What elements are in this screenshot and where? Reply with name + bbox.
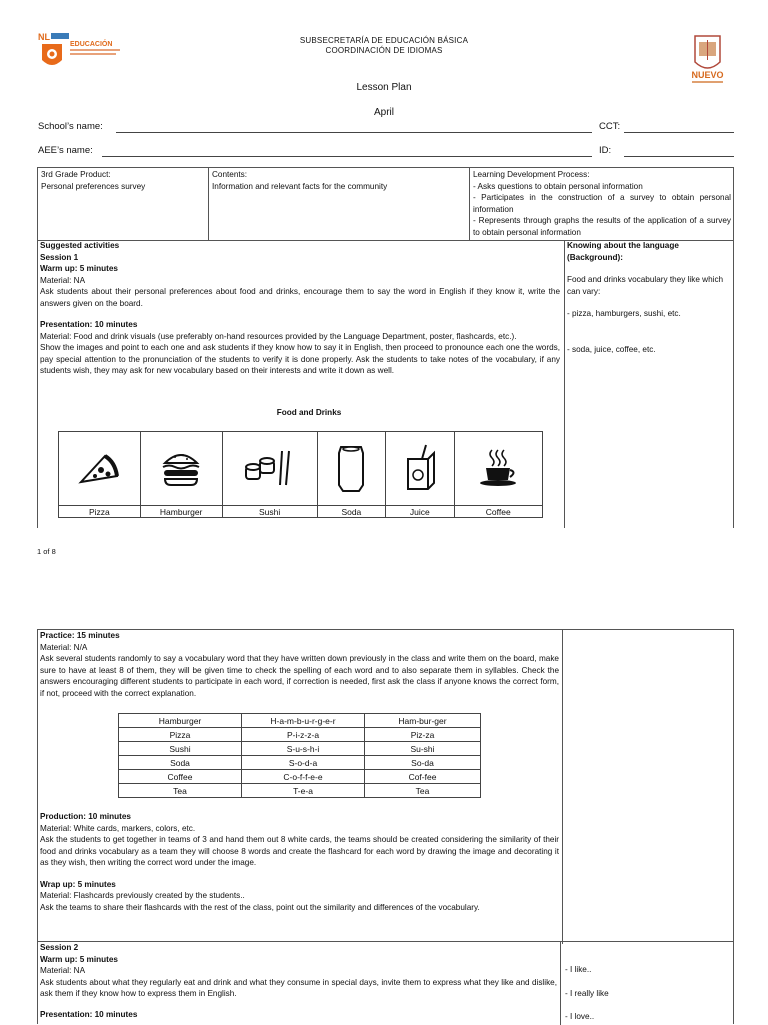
table-row — [119, 784, 481, 798]
learning-process-item: - Represents through graphs the results of the application of a survey to obtain personal information — [473, 216, 731, 237]
session-2-side — [565, 964, 725, 1023]
warmup-material: Material: NA — [40, 275, 86, 285]
table-row — [119, 728, 481, 742]
product-cell — [38, 168, 214, 193]
table-row — [119, 756, 481, 770]
coffee-cup-icon — [472, 446, 524, 490]
table-cell: P-i-z-z-a — [242, 728, 365, 742]
production-column — [40, 811, 559, 913]
session-2-block — [37, 941, 734, 1024]
food-image-cell — [59, 432, 141, 506]
practice-block — [37, 629, 734, 943]
learning-process-item: - Asks questions to obtain personal information — [473, 181, 643, 191]
table-row — [119, 770, 481, 784]
production-text: Ask the students to get together in teams of 3 and hand them out 8 white cards, the teams should be created considering the similarity of their food and drinks vocabulary as a team they will choose 8 words and create the flashcard for each word by drawing the image and decorating it as they wish, then writing the correct word under the image. — [40, 835, 559, 867]
food-image-cell — [454, 432, 543, 506]
s2-warmup-text: Ask students about what they regularly eat and drink and what they consume in special days, invite them to express what they like and dislike, ask them if they know how to express them in English. — [40, 977, 557, 998]
page-number: 1 of 8 — [37, 547, 56, 556]
background-heading: Knowing about the language (Background): — [567, 241, 679, 262]
table-cell: Ham-bur-ger — [365, 714, 481, 728]
side-item: - I like.. — [565, 965, 592, 974]
learning-process-heading: Learning Development Process: — [473, 170, 590, 179]
table-cell: Hamburger — [119, 714, 242, 728]
suggested-activities-heading: Suggested activities — [40, 241, 120, 250]
s2-warmup-material: Material: NA — [40, 966, 86, 975]
header-line-2: COORDINACIÓN DE IDIOMAS — [325, 46, 443, 55]
food-label: Sushi — [222, 506, 317, 518]
wrapup-text: Ask the teams to share their flashcards with the rest of the class, point out the similarity and differences of the vocabulary. — [40, 902, 480, 912]
cct-label: CCT: — [599, 121, 621, 132]
table-cell: Sushi — [119, 742, 242, 756]
food-image-cell — [317, 432, 385, 506]
session-1-heading: Session 1 — [40, 252, 79, 262]
table-row — [119, 714, 481, 728]
education-logo — [38, 30, 133, 70]
table-cell: Coffee — [119, 770, 242, 784]
soda-can-icon — [331, 443, 371, 493]
warmup-heading: Warm up: 5 minutes — [40, 264, 118, 273]
product-value: Personal preferences survey — [41, 181, 146, 191]
product-table — [37, 167, 734, 241]
table-cell: Tea — [365, 784, 481, 798]
aee-name-field[interactable] — [102, 155, 592, 157]
table-cell: Pizza — [119, 728, 242, 742]
production-heading: Production: 10 minutes — [40, 812, 131, 821]
practice-heading: Practice: 15 minutes — [40, 631, 120, 640]
table-cell: So-da — [365, 756, 481, 770]
hamburger-icon — [157, 447, 205, 489]
month-label: April — [373, 107, 394, 118]
contents-heading: Contents: — [212, 170, 248, 179]
activities-block — [37, 240, 734, 528]
food-drinks-title: Food and Drinks — [276, 408, 342, 417]
side-item: - I really like — [565, 988, 609, 998]
production-material: Material: White cards, markers, colors, etc. — [40, 823, 196, 833]
table-cell: S-u-s-h-i — [242, 742, 365, 756]
food-label: Hamburger — [140, 506, 222, 518]
juice-box-icon — [400, 443, 440, 493]
id-label: ID: — [599, 145, 612, 156]
product-heading: 3rd Grade Product: — [41, 170, 111, 179]
food-image-cell — [140, 432, 222, 506]
session-2-column — [40, 942, 557, 1020]
wrapup-heading: Wrap up: 5 minutes — [40, 879, 116, 889]
contents-value: Information and relevant facts for the community — [212, 181, 388, 191]
pizza-icon — [75, 448, 123, 488]
vocabulary-syllables-table — [118, 713, 481, 798]
table-cell: Piz-za — [365, 728, 481, 742]
presentation-material: Material: Food and drink visuals (use preferably on-hand resources provided by the Language Department, poster, flashcards, etc.). — [40, 331, 517, 341]
table-row — [119, 742, 481, 756]
practice-text: Ask several students randomly to say a vocabulary word that they have written down previously in the class and write them on the board, make sure to have at least 8 of them, they will be given time to check the spelling of each word and to also separate them in syllables. Check the answers encouraging different students to participate in each word, if correction is needed, first ask the class if anyone knows the correct form, if not, proceed with the correct explanation. — [40, 654, 559, 698]
food-label: Coffee — [454, 506, 543, 518]
page-title: Lesson Plan — [356, 82, 412, 93]
contents-cell — [209, 168, 473, 193]
table-cell: C-o-f-f-e-e — [242, 770, 365, 784]
practice-column — [40, 630, 559, 699]
learning-process-cell — [470, 168, 734, 239]
logo-education-text: EDUCACIÓN — [70, 41, 113, 48]
cct-field[interactable] — [624, 131, 734, 133]
practice-material: Material: N/A — [40, 642, 88, 652]
food-drinks-table — [58, 431, 543, 518]
logo-nl-text: NL — [38, 32, 50, 42]
header-line-1: SUBSECRETARÍA DE EDUCACIÓN BÁSICA — [299, 36, 469, 45]
aee-name-label: AEE’s name: — [38, 145, 93, 156]
session-2-heading: Session 2 — [40, 943, 79, 952]
school-name-label: School’s name: — [38, 121, 103, 132]
sushi-icon — [242, 447, 298, 489]
food-label: Pizza — [59, 506, 141, 518]
warmup-text: Ask students about their personal preferences about food and drinks, encourage them to say the word in English if they know it, write the answers given on the board. — [40, 287, 560, 308]
id-field[interactable] — [624, 155, 734, 157]
learning-process-item: - Participates in the construction of a survey to obtain personal information — [473, 193, 731, 214]
presentation-heading: Presentation: 10 minutes — [40, 320, 138, 329]
side-item: - I love.. — [565, 1012, 595, 1021]
background-text: Food and drinks vocabulary they like which can vary: — [567, 275, 724, 296]
activities-column — [40, 240, 560, 377]
table-cell: Su-shi — [365, 742, 481, 756]
table-cell: Tea — [119, 784, 242, 798]
background-item: - pizza, hamburgers, sushi, etc. — [567, 309, 681, 318]
food-label: Juice — [386, 506, 454, 518]
table-cell: H-a-m-b-u-r-g-e-r — [242, 714, 365, 728]
food-image-cell — [222, 432, 317, 506]
presentation-text: Show the images and point to each one and ask students if they know how to say it in English, then proceed to pronounce each one the words, pay special attention to the pronunciation of the students to verify it is done properly. Ask the students to take notes of the vocabulary, if any students wish, they may ask for new vocabulary based on their interests and write it down as well. — [40, 343, 560, 375]
background-item: - soda, juice, coffee, etc. — [567, 344, 656, 354]
s2-warmup-heading: Warm up: 5 minutes — [40, 954, 118, 964]
government-seal — [680, 34, 735, 86]
wrapup-material: Material: Flashcards previously created by the students.. — [40, 891, 245, 900]
table-cell: T-e-a — [242, 784, 365, 798]
table-cell: S-o-d-a — [242, 756, 365, 770]
food-image-cell — [386, 432, 454, 506]
school-name-field[interactable] — [116, 131, 592, 133]
table-cell: Cof-fee — [365, 770, 481, 784]
s2-presentation-heading: Presentation: 10 minutes — [40, 1009, 138, 1019]
food-label: Soda — [317, 506, 385, 518]
table-cell: Soda — [119, 756, 242, 770]
seal-nuevo-text: NUEVO — [691, 70, 724, 80]
background-column — [567, 240, 731, 355]
